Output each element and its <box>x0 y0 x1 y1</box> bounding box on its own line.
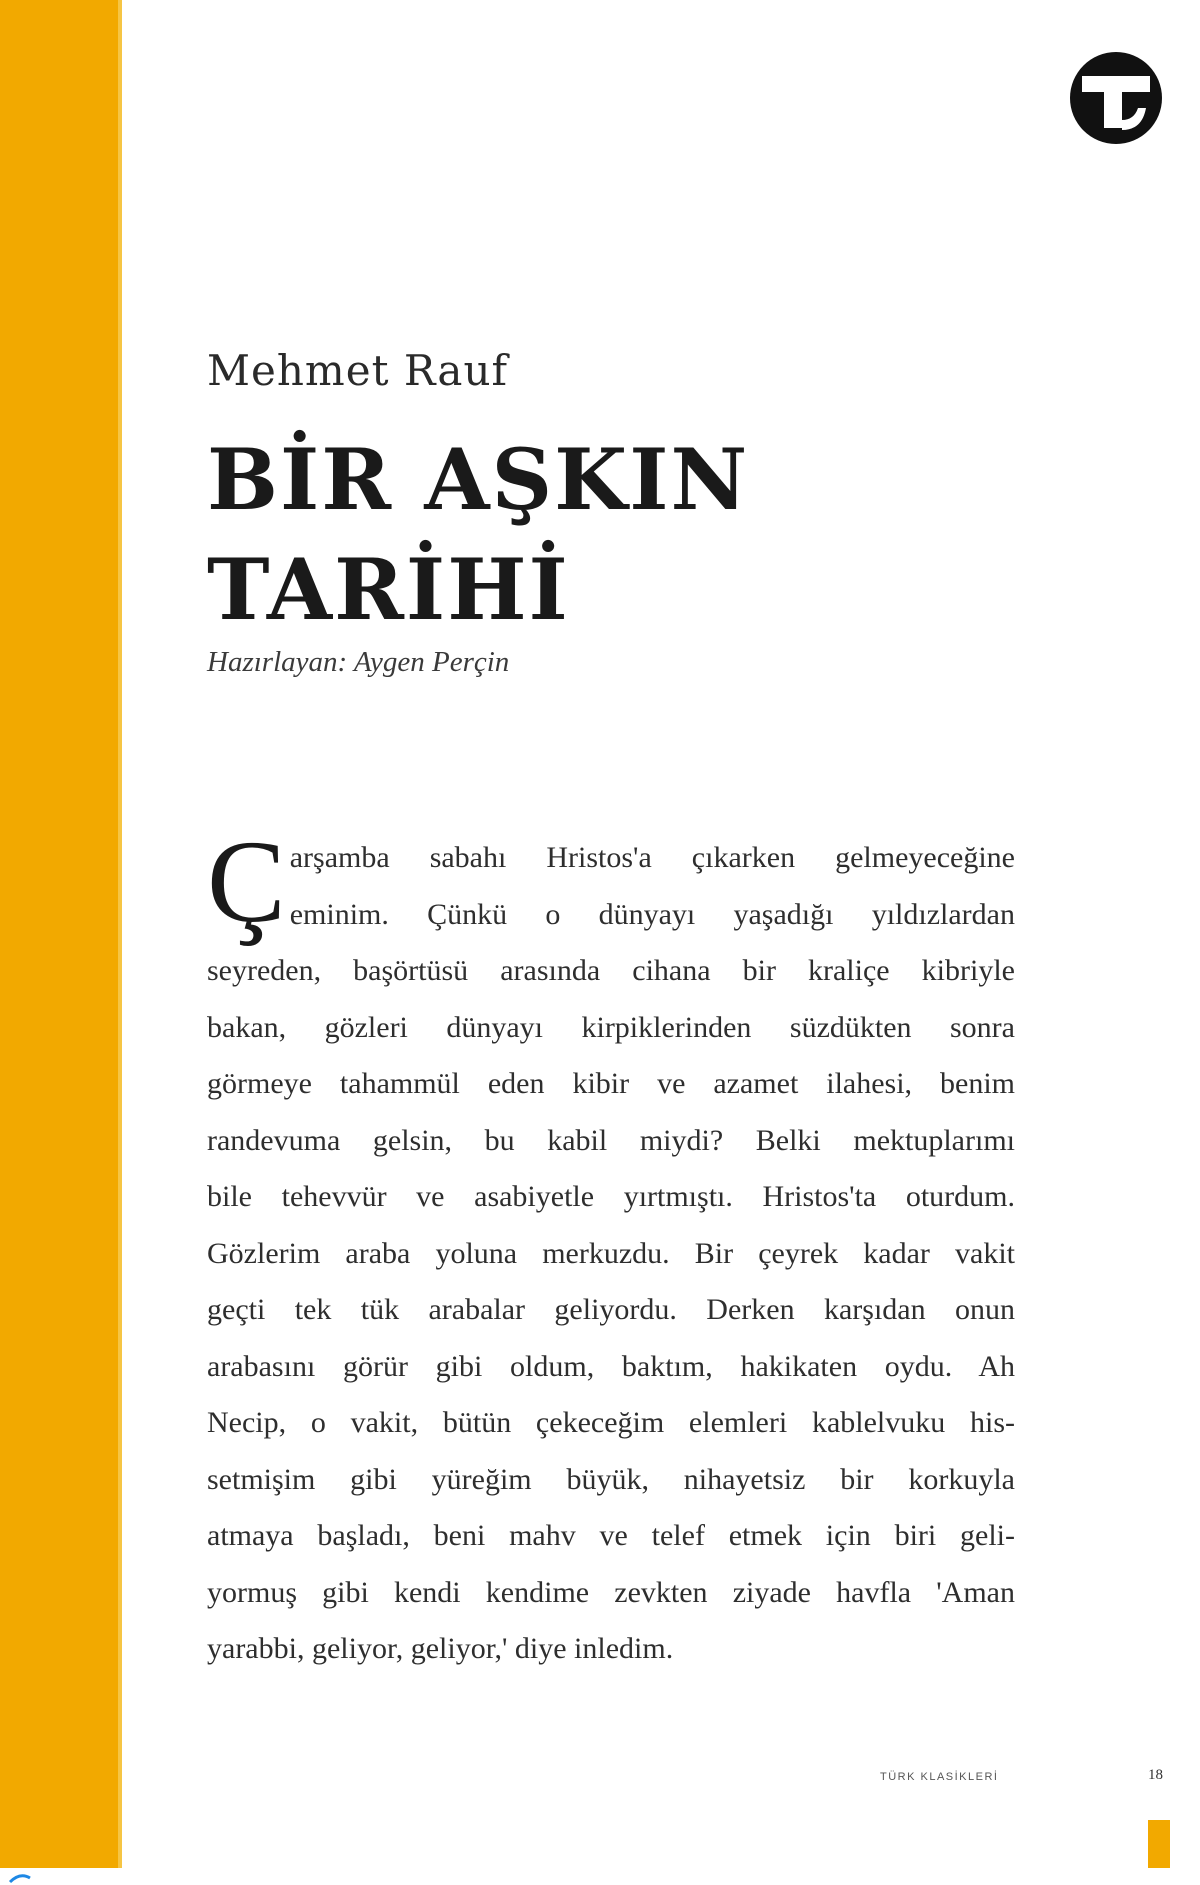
page-number: 18 <box>1148 1767 1163 1783</box>
excerpt-line: bile tehevvür ve asabiyetle yırtmıştı. Hristos'ta oturdum. <box>207 1180 1015 1213</box>
excerpt-line: arşamba sabahı Hristos'a çıkarken gelmeyeceğine <box>289 841 1015 874</box>
excerpt-text <box>207 816 1015 1678</box>
excerpt-line: eminim. Çünkü o dünyayı yaşadığı yıldızlardan <box>289 897 1015 931</box>
title-line-1: BİR AŞKIN <box>207 430 750 529</box>
spine-edge <box>118 0 122 1868</box>
book-spine-stripe <box>0 0 118 1868</box>
excerpt-line: atmaya başladı, beni mahv ve telef etmek için biri geli- <box>207 1519 1015 1552</box>
excerpt-line: seyreden, başörtüsü arasında cihana bir kraliçe kibriyle <box>207 954 1015 987</box>
excerpt-line: yarabbi, geliyor, geliyor,' diye inledim. <box>207 1632 674 1665</box>
excerpt-line: randevuma gelsin, bu kabil miydi? Belki mektuplarımı <box>207 1123 1015 1157</box>
book-title <box>207 425 749 645</box>
excerpt-line: görmeye tahammül eden kibir ve azamet ilahesi, benim <box>207 1067 1015 1100</box>
excerpt-line: geçti tek tük arabalar geliyordu. Derken karşıdan onun <box>207 1293 1015 1326</box>
page-marker-tab <box>1148 1820 1170 1868</box>
drop-cap: Ç <box>207 816 286 947</box>
corner-decoration <box>0 1868 60 1885</box>
excerpt-line: arabasını görür gibi oldum, baktım, hakikaten oydu. Ah <box>207 1349 1015 1383</box>
excerpt-line: yormuş gibi kendi kendime zevkten ziyade havfla 'Aman <box>207 1575 1015 1609</box>
footer-series-label: TÜRK KLASİKLERİ <box>880 1771 999 1783</box>
excerpt-line: Gözlerim araba yoluna merkuzdu. Bir çeyrek kadar vakit <box>207 1236 1015 1270</box>
editor-credit: Hazırlayan: Aygen Perçin <box>207 646 510 678</box>
author-name: Mehmet Rauf <box>207 346 509 395</box>
excerpt-line: bakan, gözleri dünyayı kirpiklerinden süzdükten sonra <box>207 1010 1015 1044</box>
excerpt-line: Necip, o vakit, bütün çekeceğim elemleri kablelvuku his- <box>207 1406 1015 1439</box>
title-line-2: TARİHİ <box>207 540 570 639</box>
excerpt-line: setmişim gibi yüreğim büyük, nihayetsiz bir korkuyla <box>207 1462 1015 1496</box>
publisher-t-logo-icon <box>1068 50 1164 146</box>
